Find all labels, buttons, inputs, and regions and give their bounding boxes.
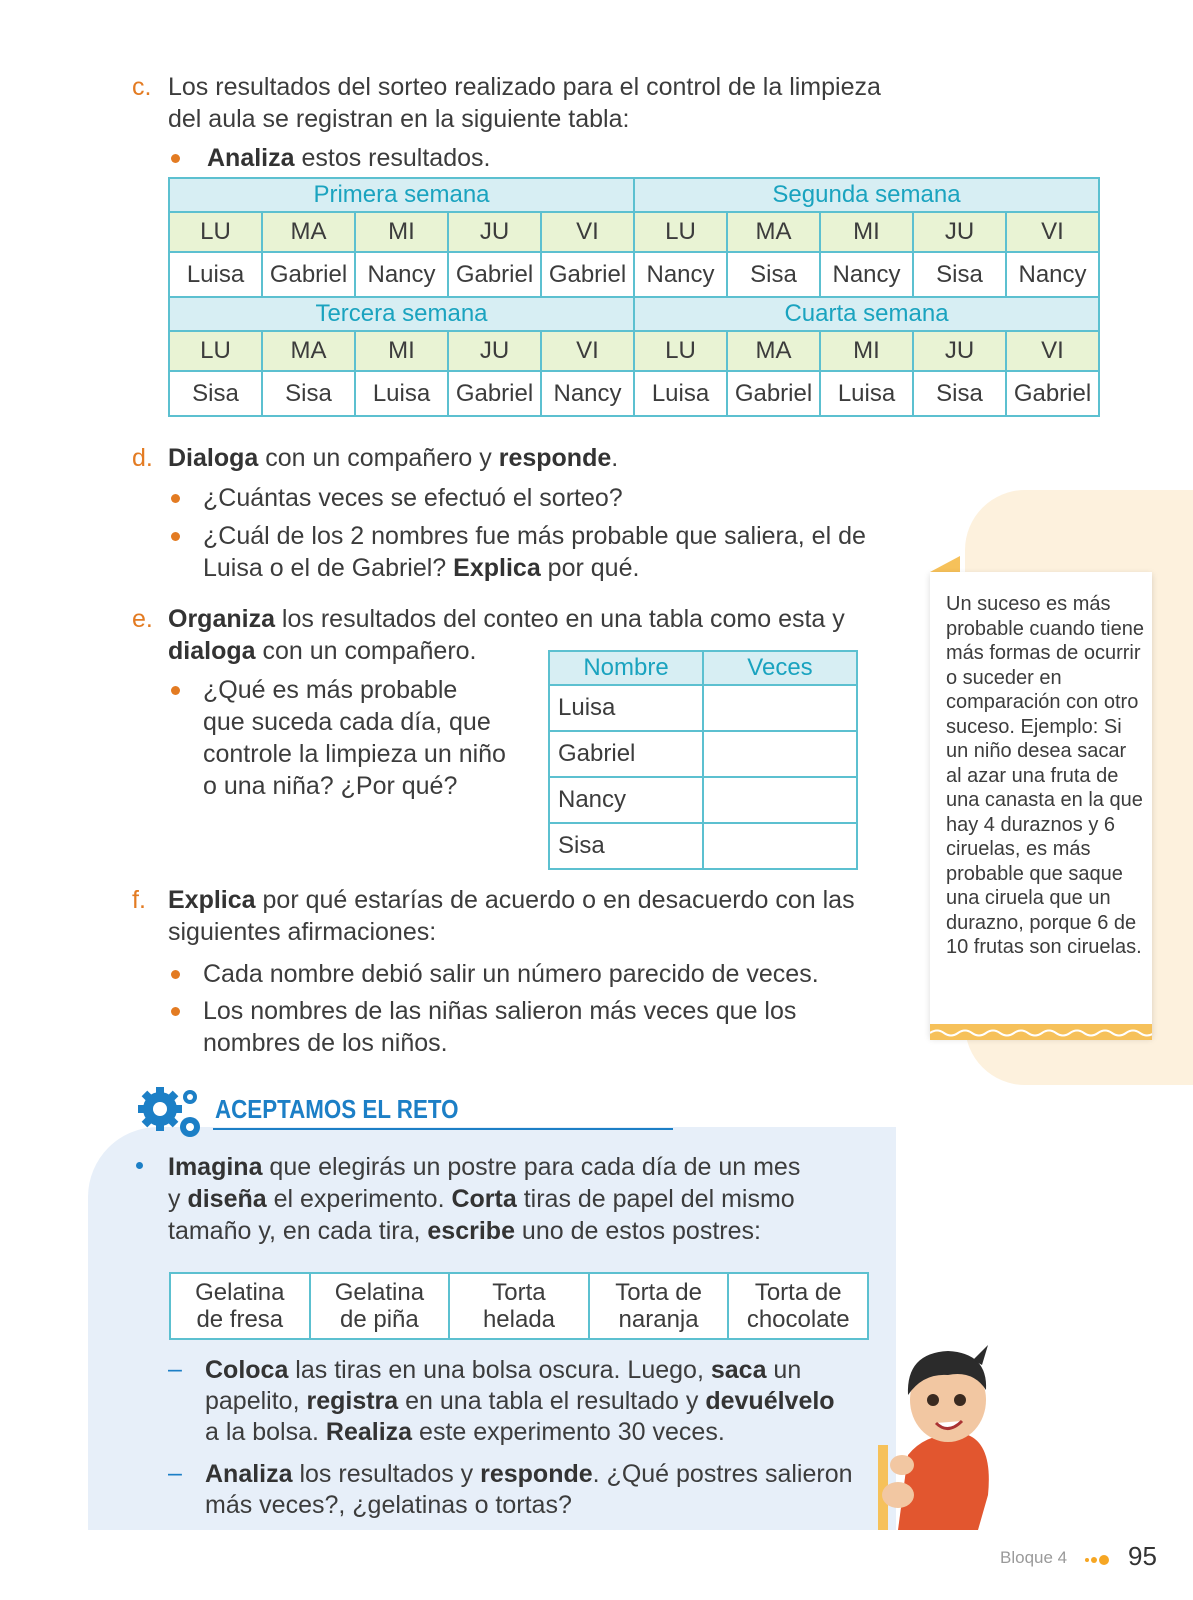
name-cell: Sisa <box>169 371 262 416</box>
d-question-1: ¿Cuántas veces se efectuó el sorteo? <box>203 484 623 512</box>
name-cell: Gabriel <box>1006 371 1099 416</box>
note-bottom-bar <box>930 1024 1152 1040</box>
day-cell: MI <box>820 212 913 252</box>
reto-step-1: Coloca las tiras en una bolsa oscura. Luego, saca un papelito, registra en una tabla el resultado y devuélvelo a la bolsa. Realiza este experimento 30 veces. <box>205 1356 835 1446</box>
reto-underline <box>213 1128 673 1130</box>
name-cell: Gabriel <box>448 252 541 297</box>
boy-illustration <box>878 1335 1018 1530</box>
bullet-dot <box>171 1007 180 1016</box>
day-cell: LU <box>634 331 727 371</box>
day-cell: LU <box>169 331 262 371</box>
name-cell: Sisa <box>913 371 1006 416</box>
day-cell: JU <box>913 212 1006 252</box>
f-statement-1: Cada nombre debió salir un número parecido de veces. <box>203 960 819 988</box>
week-header: Tercera semana <box>169 297 634 331</box>
item-letter-f: f. <box>132 886 146 914</box>
postre-cell: Gelatina de fresa <box>170 1273 310 1339</box>
postre-cell: Gelatina de piña <box>310 1273 450 1339</box>
reto-title: ACEPTAMOS EL RETO <box>215 1094 459 1124</box>
item-letter-c: c. <box>132 73 152 101</box>
d-heading: Dialoga con un compañero y responde. <box>168 444 619 472</box>
c-bullet: Analiza estos resultados. <box>207 144 491 172</box>
bullet-dot <box>171 154 180 163</box>
bullet-dot <box>171 970 180 979</box>
footer-bloque: Bloque 4 <box>1000 1548 1068 1567</box>
postre-cell: Torta helada <box>449 1273 589 1339</box>
day-cell: VI <box>1006 331 1099 371</box>
conteo-empty-cell[interactable] <box>703 777 857 823</box>
conteo-empty-cell[interactable] <box>703 823 857 869</box>
dots-icon <box>1084 1553 1112 1567</box>
conteo-name: Sisa <box>549 823 703 869</box>
bullet-dot <box>171 686 180 695</box>
week-header: Cuarta semana <box>634 297 1099 331</box>
d-question-2-line-2: Luisa o el de Gabriel? Explica por qué. <box>203 554 640 582</box>
postre-cell: Torta de chocolate <box>728 1273 868 1339</box>
name-cell: Luisa <box>820 371 913 416</box>
bullet-dot <box>171 494 180 503</box>
day-cell: VI <box>541 331 634 371</box>
item-letter-e: e. <box>132 605 153 633</box>
reto-step-2: Analiza los resultados y responde. ¿Qué postres salieron más veces?, ¿gelatinas o tortas? <box>205 1460 853 1519</box>
name-cell: Gabriel <box>727 371 820 416</box>
dash-marker: – <box>168 1355 182 1383</box>
conteo-header-nombre: Nombre <box>549 651 703 685</box>
name-cell: Nancy <box>541 371 634 416</box>
c-line-1: Los resultados del sorteo realizado para el control de la limpieza <box>168 73 881 101</box>
note-text: Un suceso es más probable cuando tiene más formas de ocurrir o suceder en comparación con otro suceso. Ejemplo: Si un niño desea sacar al azar una fruta de una canasta en la que hay 4 duraznos y 6 ciruelas, es más probable que saque una ciruela que un durazno, porque 6 de 10 frutas son ciruelas. <box>946 593 1144 958</box>
day-cell: LU <box>634 212 727 252</box>
item-letter-d: d. <box>132 444 153 472</box>
week-header: Primera semana <box>169 178 634 212</box>
conteo-table <box>548 650 858 870</box>
conteo-empty-cell[interactable] <box>703 685 857 731</box>
bullet-dot <box>171 532 180 541</box>
postres-table <box>169 1272 869 1340</box>
c-line-2: del aula se registran en la siguiente tabla: <box>168 105 630 133</box>
d-question-2-line-1: ¿Cuál de los 2 nombres fue más probable que saliera, el de <box>203 522 866 550</box>
day-cell: MA <box>727 212 820 252</box>
day-cell: MI <box>355 331 448 371</box>
wavy-line-icon <box>930 1024 1152 1040</box>
postre-cell: Torta de naranja <box>589 1273 729 1339</box>
e-line-2: dialoga con un compañero. <box>168 637 477 665</box>
dash-marker: – <box>168 1459 182 1487</box>
name-cell: Gabriel <box>448 371 541 416</box>
day-cell: JU <box>913 331 1006 371</box>
conteo-name: Luisa <box>549 685 703 731</box>
day-cell: VI <box>541 212 634 252</box>
name-cell: Nancy <box>634 252 727 297</box>
f-line-1: Explica por qué estarías de acuerdo o en desacuerdo con las <box>168 886 855 914</box>
day-cell: JU <box>448 331 541 371</box>
f-statement-2-line-1: Los nombres de las niñas salieron más veces que los <box>203 997 797 1025</box>
conteo-name: Nancy <box>549 777 703 823</box>
name-cell: Luisa <box>355 371 448 416</box>
day-cell: VI <box>1006 212 1099 252</box>
note-tab <box>930 556 960 572</box>
day-cell: JU <box>448 212 541 252</box>
name-cell: Sisa <box>727 252 820 297</box>
week-header: Segunda semana <box>634 178 1099 212</box>
day-cell: MI <box>355 212 448 252</box>
conteo-header-veces: Veces <box>703 651 857 685</box>
name-cell: Gabriel <box>541 252 634 297</box>
conteo-name: Gabriel <box>549 731 703 777</box>
name-cell: Nancy <box>820 252 913 297</box>
reto-paragraph: Imagina que elegirás un postre para cada día de un mes y diseña el experimento. Corta tiras de papel del mismo tamaño y, en cada tira, escribe uno de estos postres: <box>168 1153 801 1245</box>
name-cell: Nancy <box>1006 252 1099 297</box>
name-cell: Gabriel <box>262 252 355 297</box>
name-cell: Luisa <box>634 371 727 416</box>
day-cell: LU <box>169 212 262 252</box>
e-question: ¿Qué es más probable que suceda cada día, que controle la limpieza un niño o una niña? ¿Por qué? <box>203 676 506 800</box>
f-statement-2-line-2: nombres de los niños. <box>203 1029 448 1057</box>
day-cell: MA <box>262 331 355 371</box>
name-cell: Sisa <box>913 252 1006 297</box>
page-number: 95 <box>1128 1541 1157 1571</box>
gears-icon <box>134 1085 210 1145</box>
sorteo-table <box>168 177 1100 417</box>
name-cell: Sisa <box>262 371 355 416</box>
name-cell: Nancy <box>355 252 448 297</box>
conteo-empty-cell[interactable] <box>703 731 857 777</box>
f-line-2: siguientes afirmaciones: <box>168 918 437 946</box>
day-cell: MI <box>820 331 913 371</box>
bullet-dot <box>136 1162 143 1169</box>
day-cell: MA <box>262 212 355 252</box>
name-cell: Luisa <box>169 252 262 297</box>
e-line-1: Organiza los resultados del conteo en una tabla como esta y <box>168 605 845 633</box>
day-cell: MA <box>727 331 820 371</box>
